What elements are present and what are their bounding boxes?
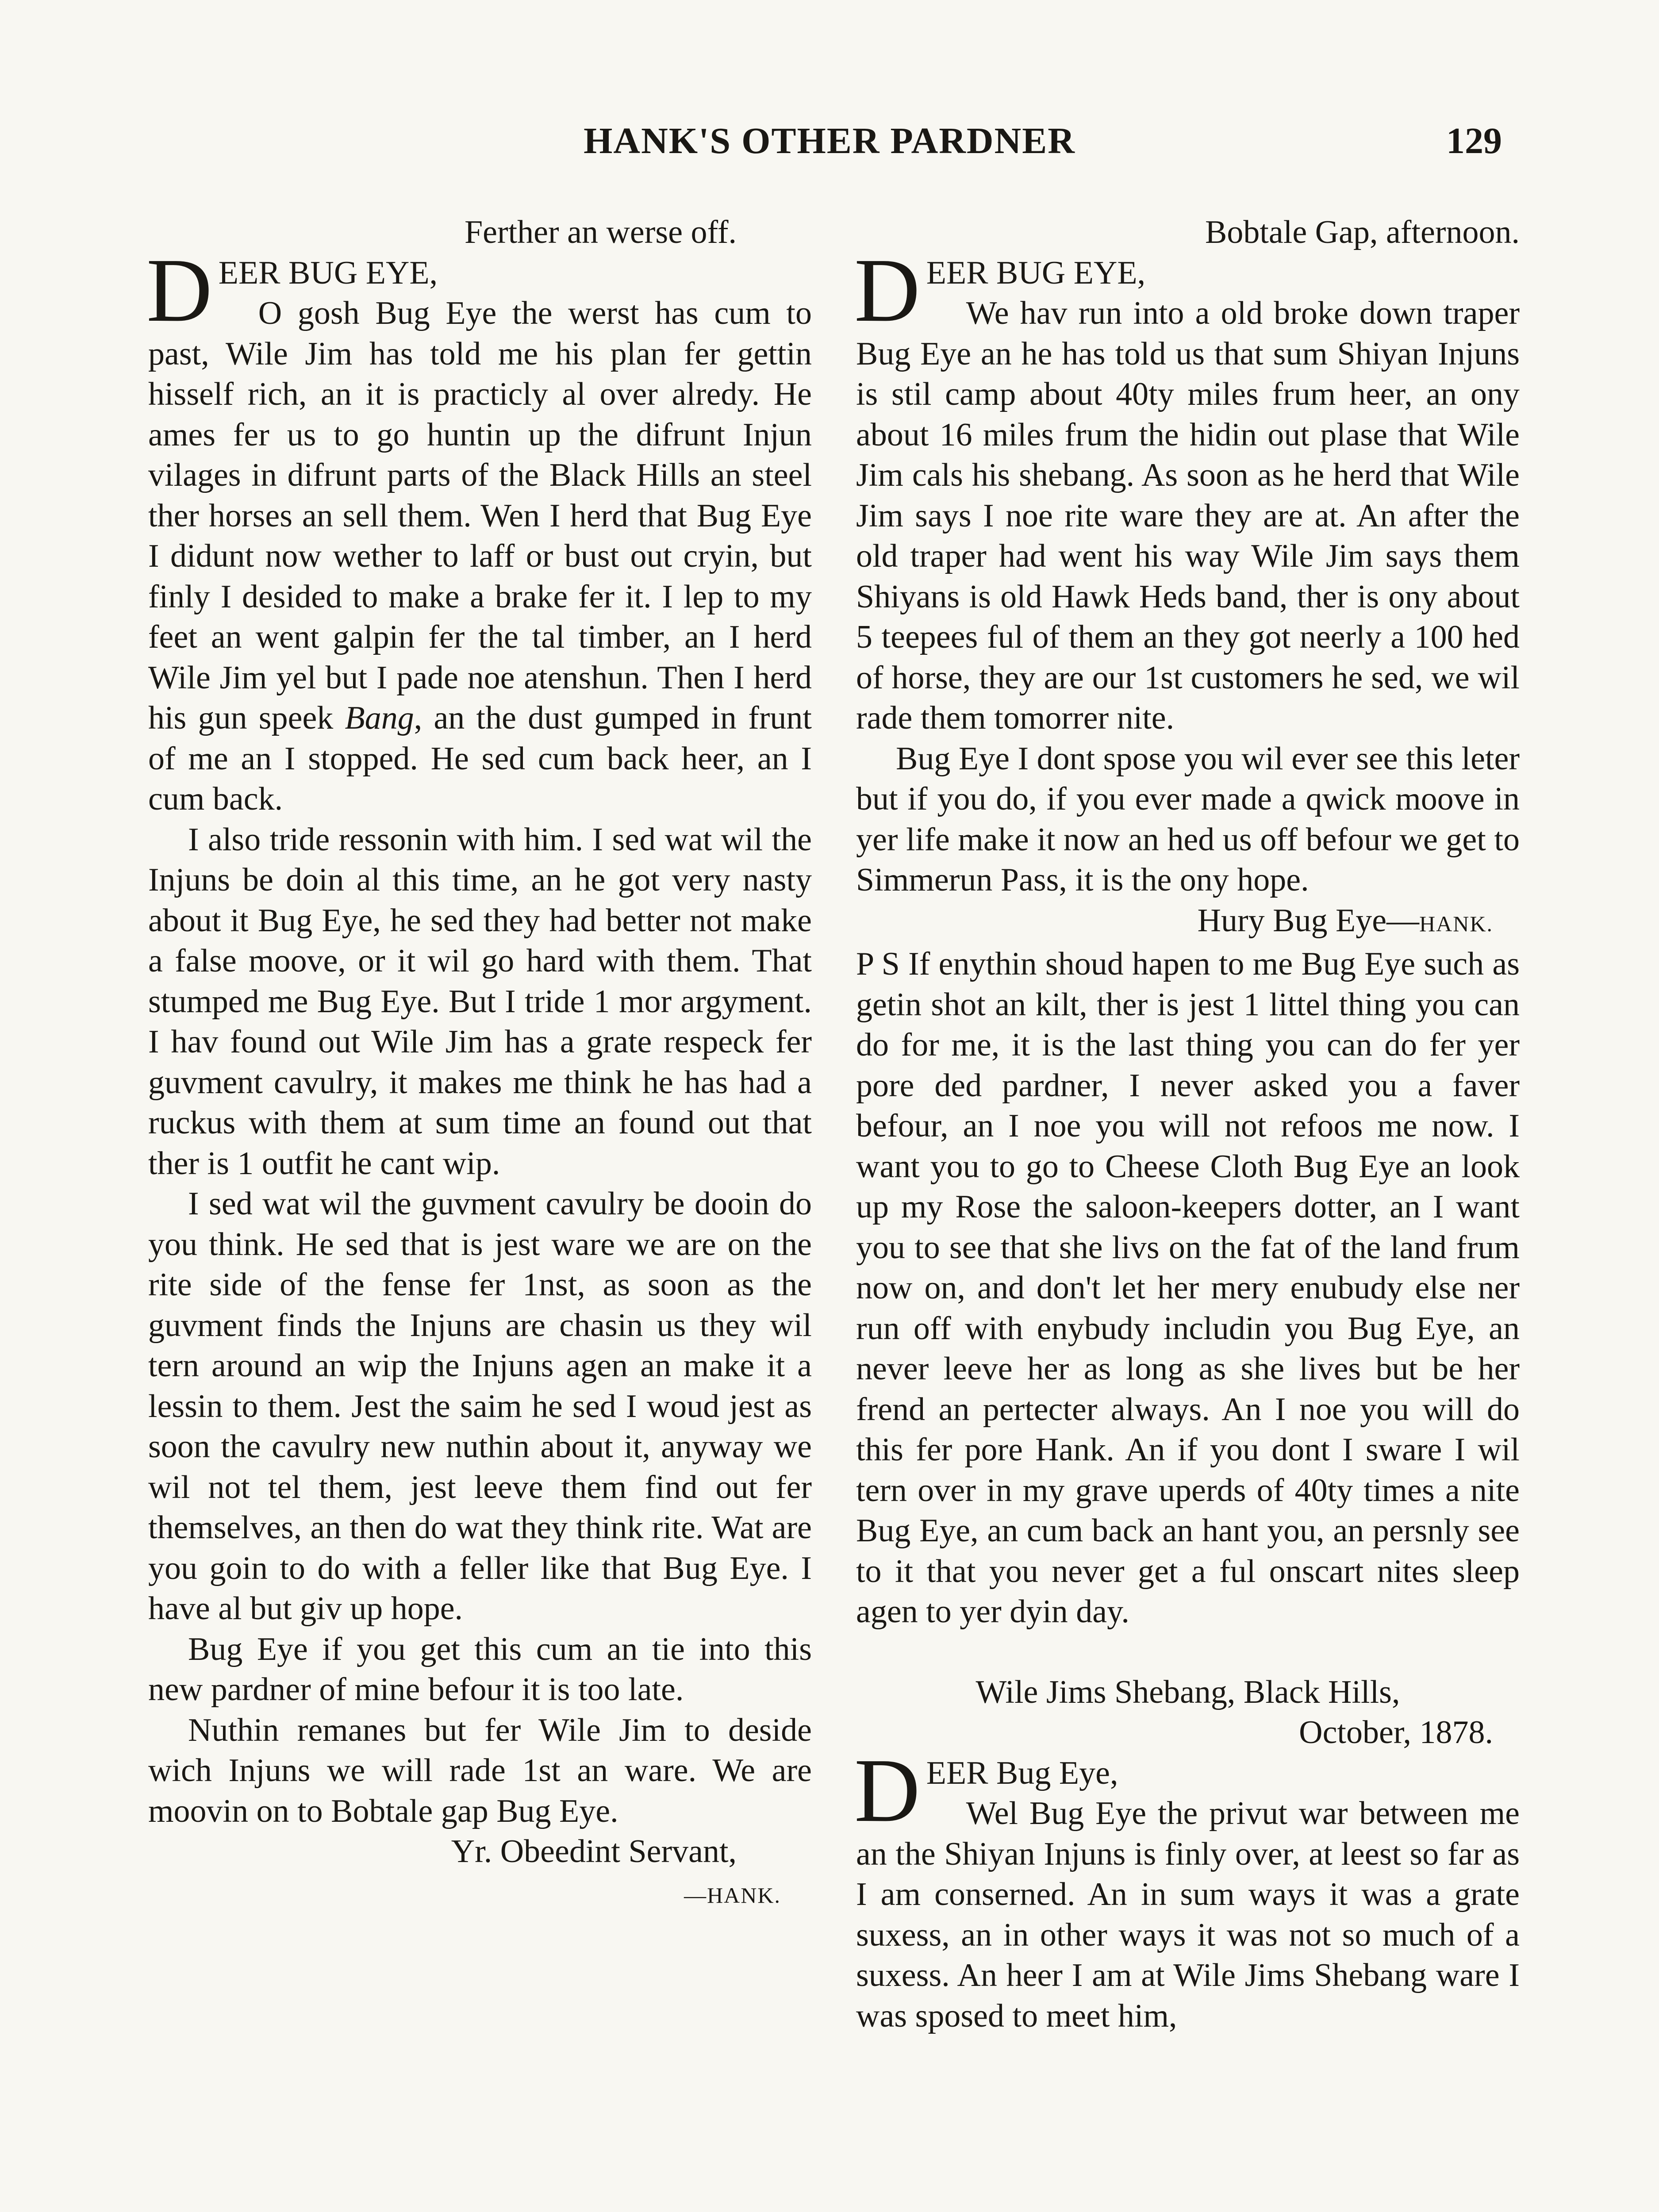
left-column <box>148 212 812 1916</box>
letter-place: Wile Jims Shebang, Black Hills, <box>975 1674 1400 1710</box>
letter-paragraph: Bug Eye if you get this cum an tie into this new pardner of mine befour it is too late. <box>148 1631 812 1708</box>
right-column <box>856 212 1520 2036</box>
paragraph-text: Then I herd his gun speek <box>148 659 812 736</box>
drop-cap: D <box>854 239 920 341</box>
letter-paragraph: Nuthin remanes but fer Wile Jim to deside wich Injuns we will rade 1st an ware. We are moovin on to Bobtale gap Bug Eye. <box>148 1712 812 1829</box>
letter-salutation <box>854 239 1520 341</box>
salutation-text: EER BUG EYE, <box>218 254 438 291</box>
signoff-text: Hury Bug Eye— <box>1197 902 1420 939</box>
letter-paragraph: We hav run into a old broke down traper Bug Eye an he has told us that sum Shiyan Injuns is stil camp about 40ty miles frum heer, an ony about 16 miles frum the hidin out plase that Wile Jim cals his shebang. As soon as he herd that Wile Jim says I noe rite ware they are at. An after the old traper had went his way Wile Jim says them Shiyans is old Hawk Heds band, ther is ony about 5 teepees ful of them an they got neerly a 100 hed of horse, they are our 1st customers he sed, we wil rade them tomorrer nite. <box>856 295 1520 736</box>
letter-paragraph <box>148 293 812 820</box>
letter-date: October, 1878. <box>1299 1714 1493 1751</box>
letter-signature <box>148 1872 812 1916</box>
salutation-text: EER BUG EYE, <box>926 254 1146 291</box>
letter-paragraph: I also tride ressonin with him. I sed wat wil the Injuns be doin al this time, an he got very nasty about it Bug Eye, he sed they had better not make a false moove, or it wil go hard with them. That stumped me Bug Eye. But I tride 1 mor argyment. I hav found out Wile Jim has a grate respeck fer guvment cavulry, it makes me think he has had a ruckus with them at sum time an found out that ther is 1 outfit he cant wip. <box>148 821 812 1182</box>
letter-closing: Yr. Obeedint Servant, <box>451 1833 737 1870</box>
salutation-text: EER Bug Eye, <box>926 1755 1118 1791</box>
letter-paragraph: I sed wat wil the guvment cavulry be dooin do you think. He sed that is jest ware we are on the rite side of the fense fer 1nst, as soon as the guvment finds the Injuns are chasin us they wil tern around an wip the Injuns agen an make it a lessin to them. Jest the saim he sed I woud jest as soon the cavulry new nuthin about it, anyway we wil not tel them, jest leeve them find out fer themselves, an then do wat they think rite. Wat are you goin to do with a feller like that Bug Eye. I have al but giv up hope. <box>148 1186 812 1627</box>
drop-cap: D <box>146 239 212 341</box>
signature-text: —HANK. <box>684 1882 781 1908</box>
running-title: HANK'S OTHER PARDNER <box>584 120 1075 161</box>
postscript: P S If enythin shoud hapen to me Bug Eye such as getin shot an kilt, ther is jest 1 littel thing you can do for me, it is the last thing you can do fer yer pore ded pardner, I never asked you a faver befour, an I noe you will not refoos me now. I want you to go to Cheese Cloth Bug Eye an look up my Rose the saloon-keepers dotter, an I want you to see that she livs on the fat of the land frum now on, and don't let her mery enubudy else ner run off with enybudy includin you Bug Eye, an never leeve her as long as she lives but be her frend an pertecter always. An I noe you will do this fer pore Hank. An if you dont I sware I wil tern over in my grave uperds of 40ty times a nite Bug Eye, an cum back an hant you, an persnly see to it that you never get a ful onscart nites sleep agen to yer dyin day. <box>856 946 1520 1630</box>
paragraph-text: O gosh Bug Eye the werst has cum to past, Wile Jim has told me his plan fer gettin hisself rich, an it is practicly al over alredy. He ames fer us to go huntin up the difrunt Injun vilages in difrunt parts of the Black Hills an steel ther horses an sell them. Wen I herd that Bug Eye I didunt now wether to laff or bust out cryin, but finly I desided to make a brake fer it. I lep to my feet an went galpin fer the tal timber, an I herd Wile Jim yel but I pade noe atenshun. <box>148 295 812 696</box>
letter-dateline: Bobtale Gap, afternoon. <box>1205 214 1520 250</box>
signature-text: HANK. <box>1419 911 1493 936</box>
letter-dateline: Ferther an werse off. <box>464 214 737 250</box>
page-number: 129 <box>1446 120 1502 161</box>
letter-salutation <box>854 1739 1520 1841</box>
letter-paragraph: Wel Bug Eye the privut war between me an the Shiyan Injuns is finly over, at leest so far as I am conserned. An in sum ways it was a grate suxess, an in other ways it was not so much of a suxess. An heer I am at Wile Jims Shebang ware I was sposed to meet him, <box>856 1795 1520 2034</box>
letter-signoff <box>856 901 1520 945</box>
letter-paragraph: Bug Eye I dont spose you wil ever see this leter but if you do, if you ever made a qwick moove in yer life make it now an hed us off befour we get to Simmerun Pass, it is the ony hope. <box>856 740 1520 898</box>
letter-salutation <box>146 239 812 341</box>
drop-cap: D <box>854 1739 920 1841</box>
page-header <box>0 119 1659 173</box>
emphasis-text: Bang <box>345 700 414 736</box>
paragraph-text: , an the dust gumped in frunt of me an I stopped. He sed cum back heer, an I cum back. <box>148 700 812 817</box>
section-spacer <box>856 1632 1520 1672</box>
